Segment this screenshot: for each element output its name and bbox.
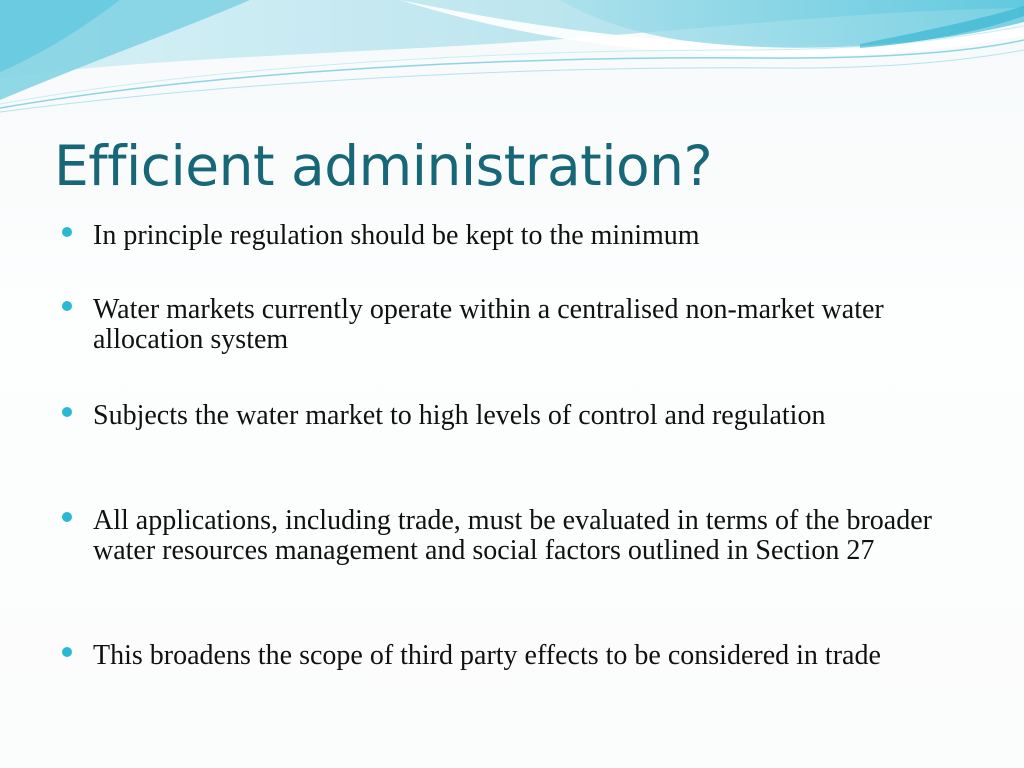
bullet-text: Subjects the water market to high levels of control and regulation bbox=[93, 400, 826, 431]
bullet-text: Water markets currently operate within a centralised non-market water allocation system bbox=[93, 294, 884, 355]
bullet-text: This broadens the scope of third party effects to be considered in trade bbox=[93, 640, 881, 671]
bullet-dot-icon bbox=[62, 301, 72, 311]
bullet-dot-icon bbox=[62, 647, 72, 657]
bullet-dot-icon bbox=[62, 227, 72, 237]
slide-title: Efficient administration? bbox=[54, 134, 713, 198]
wave-decoration-icon bbox=[0, 0, 1024, 130]
bullet-dot-icon bbox=[62, 407, 72, 417]
bullet-text: All applications, including trade, must be evaluated in terms of the broader water resources management and social factors outlined in Section 27 bbox=[93, 505, 932, 566]
bullet-text: In principle regulation should be kept to the minimum bbox=[93, 220, 700, 251]
bullet-dot-icon bbox=[62, 512, 72, 522]
